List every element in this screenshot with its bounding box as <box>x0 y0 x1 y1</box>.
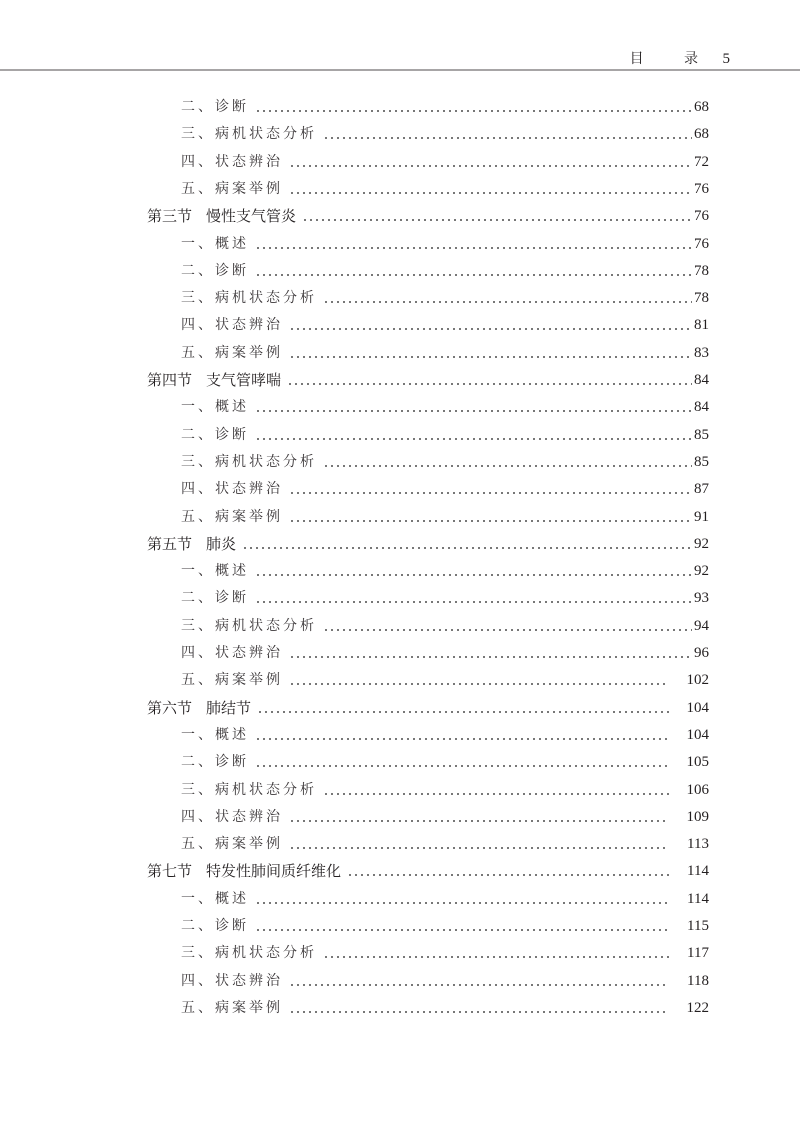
page-number: 114 <box>687 890 709 907</box>
page-number: 76 <box>694 208 709 225</box>
toc-subentry[interactable] <box>181 230 709 254</box>
subentry-label: 五、病案举例 <box>181 672 283 689</box>
dot-leader <box>289 520 692 522</box>
page-number: 68 <box>694 99 709 115</box>
toc-subentry[interactable] <box>181 639 709 663</box>
toc-section-entry[interactable] <box>147 530 709 554</box>
page-number: 68 <box>694 126 709 143</box>
toc-subentry[interactable] <box>181 967 709 991</box>
dot-leader <box>323 956 669 958</box>
page-number: 92 <box>694 563 709 580</box>
page-number: 104 <box>686 726 709 743</box>
subentry-label: 一、概述 <box>181 890 249 907</box>
subentry-label: 一、概述 <box>181 726 249 743</box>
dot-leader <box>302 219 692 221</box>
subentry-label: 一、概述 <box>181 235 249 252</box>
dot-leader <box>255 765 669 767</box>
dot-leader <box>289 165 692 167</box>
dot-leader <box>289 1011 669 1013</box>
subentry-label: 五、病案举例 <box>181 836 283 853</box>
page-number: 104 <box>686 699 709 716</box>
dot-leader <box>347 874 669 876</box>
toc-section-entry[interactable] <box>147 857 709 881</box>
page-number: 78 <box>694 290 709 307</box>
dot-leader <box>255 929 669 931</box>
dot-leader <box>289 492 692 494</box>
subentry-label: 一、概述 <box>181 563 249 580</box>
toc-section-entry[interactable] <box>147 202 709 226</box>
toc-subentry[interactable] <box>181 939 709 963</box>
page-number: 76 <box>694 235 709 252</box>
toc-subentry[interactable] <box>181 175 709 199</box>
page-number: 96 <box>694 645 709 661</box>
toc-subentry[interactable] <box>181 93 709 117</box>
subentry-label: 四、状态辨治 <box>181 645 283 661</box>
toc-section-entry[interactable] <box>147 694 709 718</box>
page-number: 72 <box>694 153 709 170</box>
dot-leader <box>255 110 692 112</box>
toc-subentry[interactable] <box>181 994 709 1018</box>
toc-subentry[interactable] <box>181 557 709 581</box>
subentry-label: 二、诊断 <box>181 99 249 115</box>
toc-subentry[interactable] <box>181 885 709 909</box>
toc-subentry[interactable] <box>181 612 709 636</box>
page-number: 87 <box>694 481 709 498</box>
subentry-label: 三、病机状态分析 <box>181 945 317 962</box>
dot-leader <box>289 820 669 822</box>
subentry-label: 四、状态辨治 <box>181 317 283 334</box>
toc-subentry[interactable] <box>181 257 709 281</box>
section-title: 特发性肺间质纤维化 <box>206 862 342 881</box>
subentry-label: 一、概述 <box>181 399 249 416</box>
subentry-label: 三、病机状态分析 <box>181 781 317 798</box>
dot-leader <box>289 328 692 330</box>
header-title: 目 录 <box>629 51 717 67</box>
subentry-label: 二、诊断 <box>181 918 249 934</box>
dot-leader <box>323 137 692 139</box>
dot-leader <box>289 656 692 658</box>
dot-leader <box>289 984 669 986</box>
section-title: 慢性支气管炎 <box>206 207 297 226</box>
dot-leader <box>289 847 669 849</box>
subentry-label: 四、状态辨治 <box>181 481 283 498</box>
toc-subentry[interactable] <box>181 448 709 472</box>
page-number: 85 <box>694 426 709 443</box>
page-number: 94 <box>694 617 709 634</box>
subentry-label: 二、诊断 <box>181 262 249 279</box>
page-number: 105 <box>686 754 709 771</box>
toc-subentry[interactable] <box>181 148 709 172</box>
page-number: 115 <box>687 918 709 934</box>
toc-subentry[interactable] <box>181 421 709 445</box>
dot-leader <box>289 683 669 685</box>
dot-leader <box>255 438 692 440</box>
page-number: 114 <box>687 863 709 880</box>
dot-leader <box>255 410 692 412</box>
header-rule <box>0 69 800 71</box>
page-number: 76 <box>694 180 709 197</box>
page-number: 113 <box>687 836 709 853</box>
toc-subentry[interactable] <box>181 748 709 772</box>
page-number: 93 <box>694 590 709 607</box>
page-number: 81 <box>694 317 709 334</box>
running-header <box>630 48 730 68</box>
toc-subentry[interactable] <box>181 912 709 936</box>
toc-subentry[interactable] <box>181 503 709 527</box>
page-number: 83 <box>694 344 709 361</box>
subentry-label: 三、病机状态分析 <box>181 126 317 143</box>
toc-subentry[interactable] <box>181 776 709 800</box>
toc-subentry[interactable] <box>181 830 709 854</box>
dot-leader <box>323 629 692 631</box>
toc-subentry[interactable] <box>181 393 709 417</box>
dot-leader <box>323 793 669 795</box>
page-number: 109 <box>686 808 709 825</box>
section-number: 第五节 <box>147 534 193 553</box>
toc-subentry[interactable] <box>181 475 709 499</box>
subentry-label: 五、病案举例 <box>181 508 283 525</box>
page-number: 118 <box>687 972 709 989</box>
page-number: 92 <box>694 535 709 552</box>
dot-leader <box>255 247 692 249</box>
dot-leader <box>255 902 669 904</box>
dot-leader <box>287 383 692 385</box>
subentry-label: 三、病机状态分析 <box>181 290 317 307</box>
dot-leader <box>289 356 692 358</box>
toc-subentry[interactable] <box>181 584 709 608</box>
toc-subentry[interactable] <box>181 803 709 827</box>
toc-subentry[interactable] <box>181 120 709 144</box>
subentry-label: 三、病机状态分析 <box>181 453 317 470</box>
subentry-label: 三、病机状态分析 <box>181 617 317 634</box>
section-title: 支气管哮喘 <box>206 371 282 389</box>
subentry-label: 二、诊断 <box>181 590 249 607</box>
page-number: 78 <box>694 262 709 279</box>
dot-leader <box>255 274 692 276</box>
header-page-number: 5 <box>722 51 730 67</box>
section-number: 第四节 <box>147 371 193 389</box>
section-number: 第七节 <box>147 862 193 881</box>
dot-leader <box>255 738 669 740</box>
toc-subentry[interactable] <box>181 284 709 308</box>
toc-subentry[interactable] <box>181 311 709 335</box>
section-number: 第三节 <box>147 207 193 226</box>
page-number: 84 <box>694 399 709 416</box>
dot-leader <box>289 192 692 194</box>
subentry-label: 四、状态辨治 <box>181 808 283 825</box>
dot-leader <box>242 547 692 549</box>
dot-leader <box>255 574 692 576</box>
page-number: 102 <box>686 672 709 689</box>
page-number: 122 <box>686 999 709 1016</box>
page-number: 106 <box>686 781 709 798</box>
dot-leader <box>257 711 668 713</box>
page-number: 84 <box>694 372 709 388</box>
subentry-label: 五、病案举例 <box>181 344 283 361</box>
toc-subentry[interactable] <box>181 721 709 745</box>
section-number: 第六节 <box>147 698 193 717</box>
page-number: 117 <box>687 945 709 962</box>
subentry-label: 二、诊断 <box>181 426 249 443</box>
dot-leader <box>323 301 692 303</box>
subentry-label: 五、病案举例 <box>181 180 283 197</box>
dot-leader <box>255 601 692 603</box>
section-title: 肺炎 <box>206 534 237 553</box>
subentry-label: 四、状态辨治 <box>181 972 283 989</box>
toc-subentry[interactable] <box>181 339 709 363</box>
toc-section-entry[interactable] <box>147 366 709 390</box>
section-title: 肺结节 <box>206 698 252 717</box>
subentry-label: 四、状态辨治 <box>181 153 283 170</box>
toc-subentry[interactable] <box>181 666 709 690</box>
subentry-label: 五、病案举例 <box>181 999 283 1016</box>
page-number: 85 <box>694 453 709 470</box>
page-number: 91 <box>694 508 709 525</box>
dot-leader <box>323 465 692 467</box>
subentry-label: 二、诊断 <box>181 754 249 771</box>
